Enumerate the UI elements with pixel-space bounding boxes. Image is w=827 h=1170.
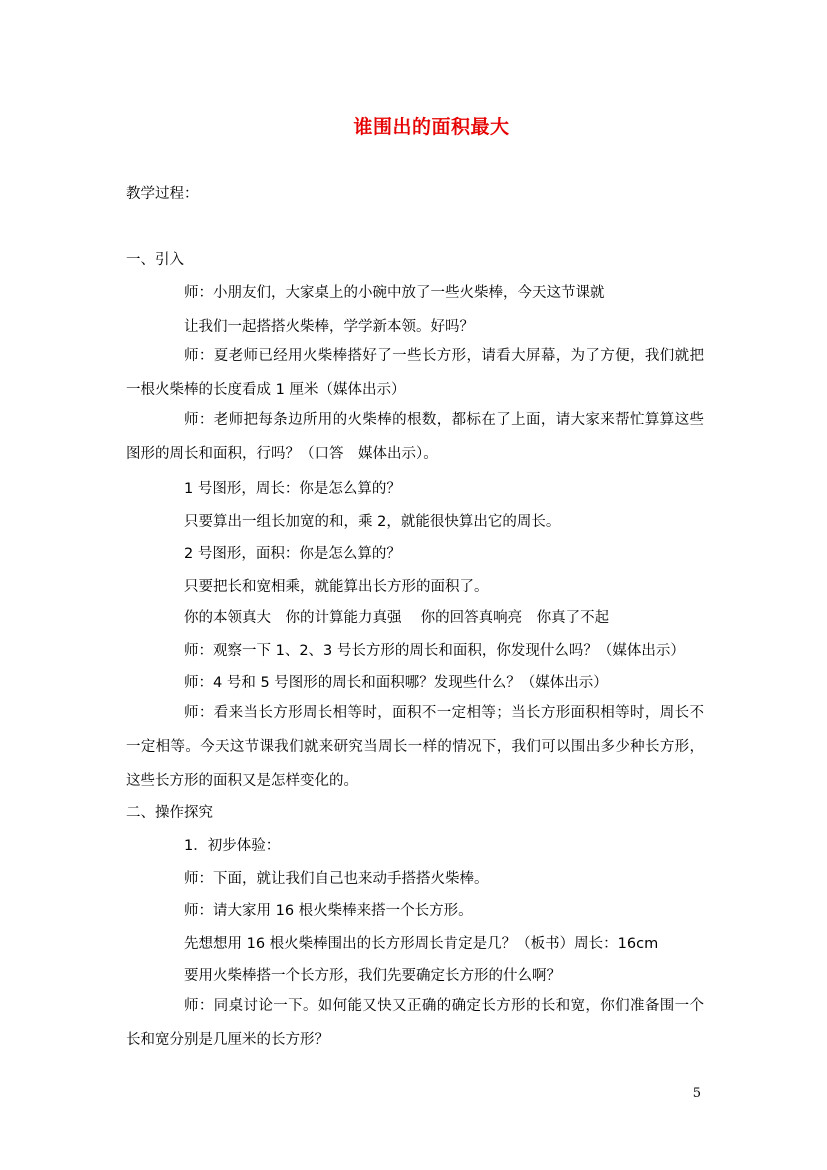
paragraph: 师：4 号和 5 号图形的周长和面积哪？发现些什么？（媒体出示）	[184, 675, 608, 691]
paragraph: 师：看来当长方形周长相等时，面积不一定相等；当长方形面积相等时，周长不一定相等。今天这节课我们就来研究当周长一样的情况下，我们可以围出多少种长方形，这些长方形的面积又是怎样变化的。	[126, 705, 704, 789]
paragraph: 2 号图形，面积：你是怎么算的？	[184, 546, 401, 562]
paragraph: 只要把长和宽相乘，就能算出长方形的面积了。	[184, 579, 489, 595]
paragraph: 1 号图形，周长：你是怎么算的？	[184, 481, 401, 497]
paragraph: 1．初步体验：	[184, 838, 281, 854]
paragraph: 师：小朋友们，大家桌上的小碗中放了一些火柴棒，今天这节课就	[184, 285, 605, 301]
paragraph: 师：下面，就让我们自己也来动手搭搭火柴棒。	[184, 871, 489, 887]
process-heading: 教学过程：	[126, 186, 199, 202]
paragraph: 师：老师把每条边所用的火柴棒的根数，都标在了上面，请大家来帮忙算算这些图形的周长和面积，行吗？（口答 媒体出示）。	[126, 412, 704, 462]
document-title: 谁围出的面积最大	[353, 116, 510, 138]
section1-heading: 一、引入	[126, 252, 184, 268]
paragraph: 师：夏老师已经用火柴棒搭好了一些长方形，请看大屏幕，为了方便，我们就把一根火柴棒的长度看成 1 厘米（媒体出示）	[126, 348, 704, 398]
paragraph: 你的本领真大 你的计算能力真强 你的回答真响亮 你真了不起	[184, 610, 610, 626]
paragraph: 师：观察一下 1、2、3 号长方形的周长和面积，你发现什么吗？（媒体出示）	[184, 643, 685, 659]
paragraph: 师：同桌讨论一下。如何能又快又正确的确定长方形的长和宽，你们准备围一个长和宽分别是几厘米的长方形？	[126, 998, 704, 1048]
paragraph: 先想想用 16 根火柴棒围出的长方形周长肯定是几？（板书）周长：16cm	[184, 936, 659, 952]
section2-heading: 二、操作探究	[126, 805, 213, 821]
paragraph: 只要算出一组长加宽的和，乘 2，就能很快算出它的周长。	[184, 514, 561, 530]
paragraph: 师：请大家用 16 根火柴棒来搭一个长方形。	[184, 903, 473, 919]
paragraph: 让我们一起搭搭火柴棒，学学新本领。好吗？	[184, 319, 474, 335]
paragraph: 要用火柴棒搭一个长方形，我们先要确定长方形的什么啊？	[184, 968, 561, 984]
page-number: 5	[692, 1086, 701, 1101]
